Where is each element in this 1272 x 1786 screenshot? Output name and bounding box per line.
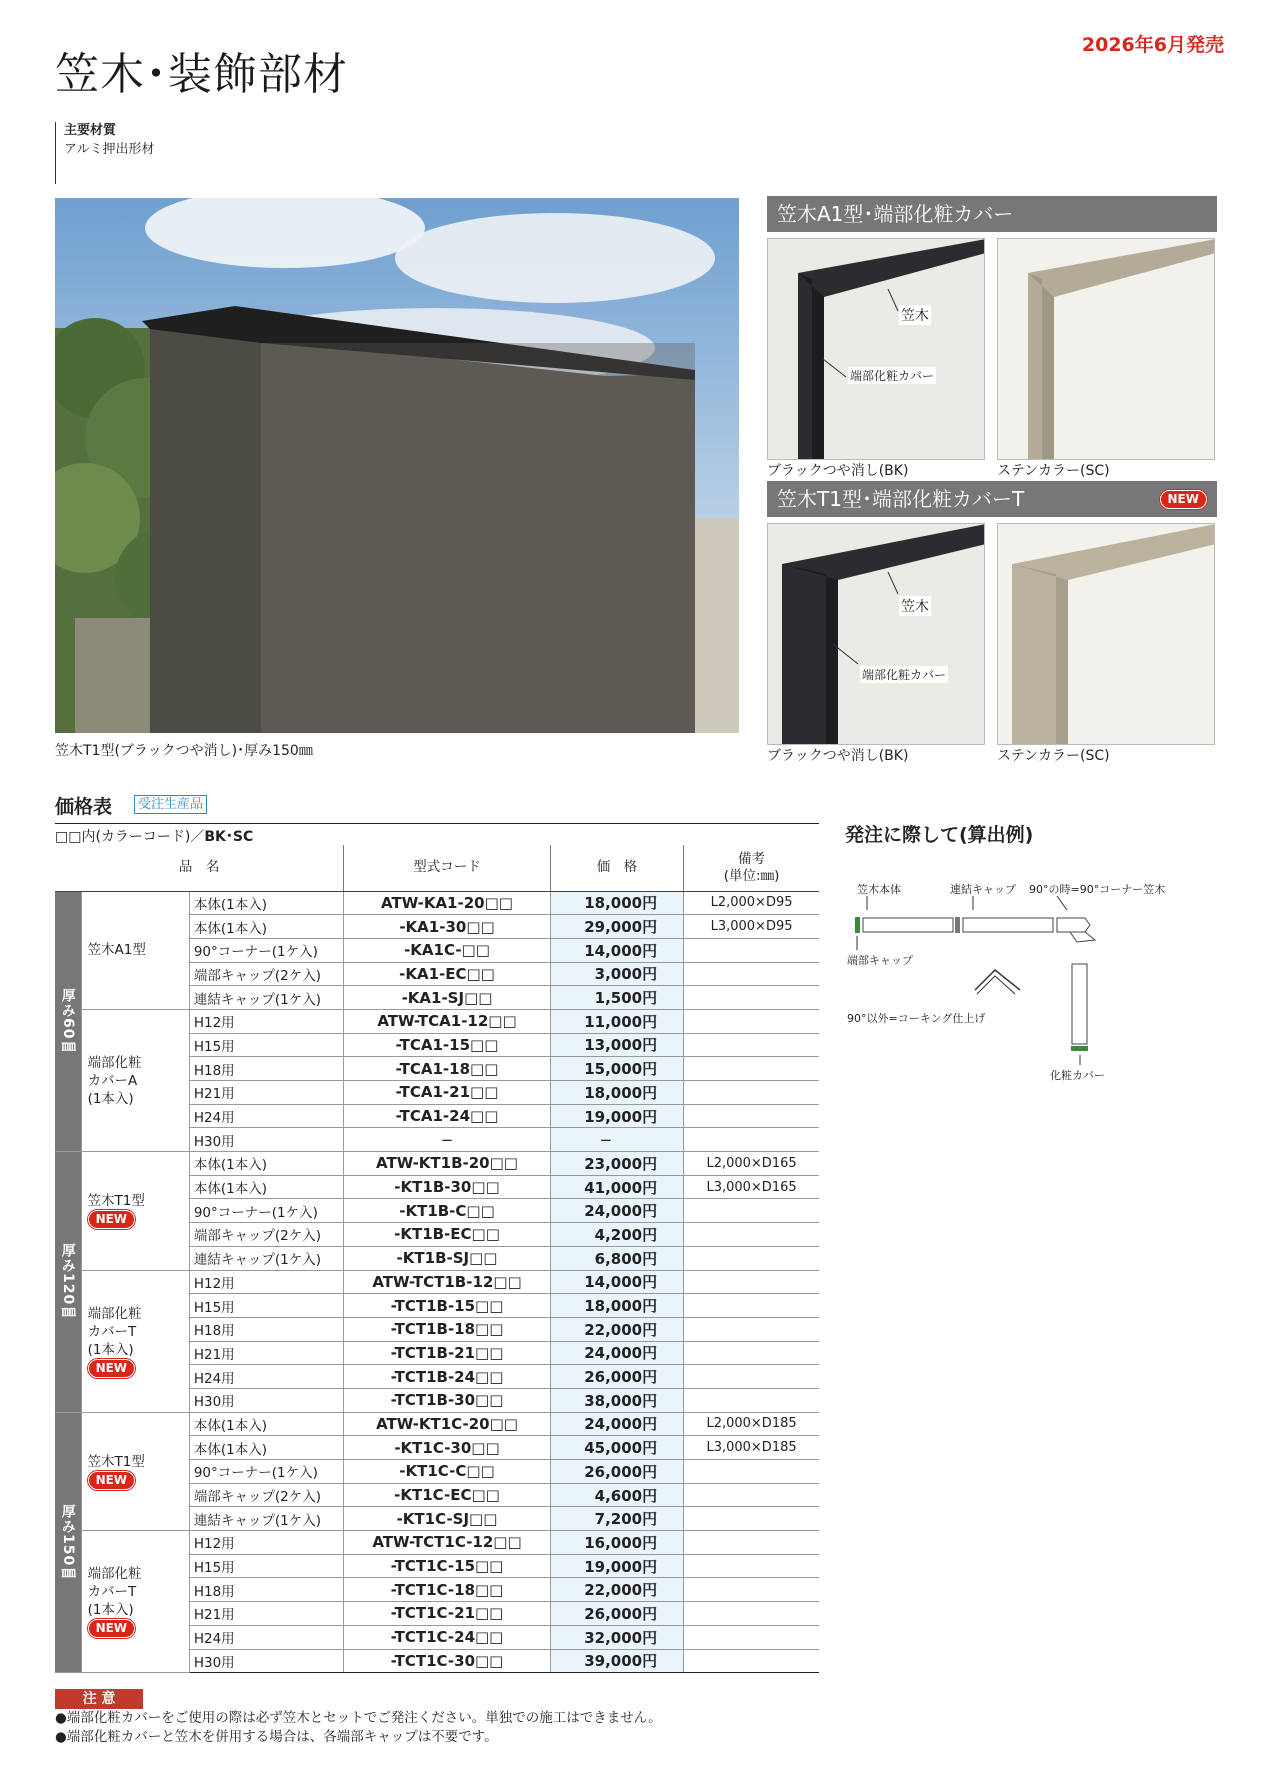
- product-group-name: 端部化粧 カバーA (1本入): [87, 1054, 142, 1107]
- table-row: [55, 1531, 819, 1555]
- table-row: [55, 1270, 819, 1294]
- model-code: -TCA1-21□□: [344, 1081, 551, 1105]
- note-line: ●端部化粧カバーをご使用の際は必ず笠木とセットでご発注ください。単独での施工はできません。: [55, 1710, 662, 1726]
- product-group: [81, 1270, 189, 1412]
- note-value: [684, 986, 819, 1010]
- note-value: L2,000×D185: [684, 1412, 819, 1436]
- notes-label: 注 意: [55, 1689, 143, 1709]
- note-value: [684, 1531, 819, 1555]
- note-value: [684, 1388, 819, 1412]
- item-name: 90°コーナー(1ケ入): [189, 1460, 343, 1484]
- section-t1-title: [767, 481, 1217, 517]
- model-code: -KT1B-C□□: [344, 1199, 551, 1223]
- model-code: ATW-KT1B-20□□: [344, 1152, 551, 1176]
- swatch-a1-black: [767, 238, 985, 460]
- note-value: [684, 1341, 819, 1365]
- price-value: 7,200円: [550, 1507, 683, 1531]
- model-code: ATW-TCT1B-12□□: [344, 1270, 551, 1294]
- swatch-a1-black-image: [768, 239, 985, 460]
- price-value: 22,000円: [550, 1317, 683, 1341]
- price-value: 22,000円: [550, 1578, 683, 1602]
- item-name: 本体(1本入): [189, 891, 343, 915]
- price-value: 19,000円: [550, 1104, 683, 1128]
- table-row: [55, 1009, 819, 1033]
- table-row: [55, 1152, 819, 1176]
- item-name: 連結キャップ(1ケ入): [189, 1246, 343, 1270]
- note-value: [684, 1199, 819, 1223]
- product-group: [81, 1412, 189, 1530]
- model-code: -TCT1B-21□□: [344, 1341, 551, 1365]
- new-badge: NEW: [88, 1471, 135, 1490]
- note-value: [684, 1104, 819, 1128]
- model-code: -KA1-SJ□□: [344, 986, 551, 1010]
- new-badge: NEW: [88, 1359, 135, 1378]
- label-cover-t: 端部化粧カバー: [862, 668, 947, 682]
- item-name: H12用: [189, 1009, 343, 1033]
- item-name: H15用: [189, 1294, 343, 1318]
- item-name: H15用: [189, 1554, 343, 1578]
- model-code: -KT1C-EC□□: [344, 1483, 551, 1507]
- caption-a1-stainless: ステンカラー(SC): [997, 463, 1110, 479]
- model-code: -KA1-EC□□: [344, 962, 551, 986]
- model-code: -KT1C-30□□: [344, 1436, 551, 1460]
- note-line: ●端部化粧カバーと笠木を併用する場合は、各端部キャップは不要です。: [55, 1729, 498, 1745]
- model-code: -KT1B-EC□□: [344, 1223, 551, 1247]
- table-row: [55, 1412, 819, 1436]
- model-code: −: [344, 1128, 551, 1152]
- model-code: -TCT1B-30□□: [344, 1388, 551, 1412]
- label-kasagi-t: 笠木: [899, 596, 931, 616]
- price-value: 24,000円: [550, 1412, 683, 1436]
- price-value: 15,000円: [550, 1057, 683, 1081]
- note-value: [684, 1294, 819, 1318]
- model-code: ATW-KT1C-20□□: [344, 1412, 551, 1436]
- model-code: -TCT1C-24□□: [344, 1625, 551, 1649]
- table-row: [55, 891, 819, 915]
- note-value: L3,000×D95: [684, 915, 819, 939]
- note-value: L3,000×D185: [684, 1436, 819, 1460]
- swatch-t1-black-image: [768, 524, 985, 745]
- price-table: [55, 845, 819, 1673]
- color-code-value: BK･SC: [204, 829, 254, 845]
- note-value: [684, 1081, 819, 1105]
- price-value: 18,000円: [550, 891, 683, 915]
- thickness-cell: [55, 1152, 81, 1413]
- model-code: ATW-KA1-20□□: [344, 891, 551, 915]
- item-name: H24用: [189, 1104, 343, 1128]
- note-value: [684, 1317, 819, 1341]
- swatch-t1-black: [767, 523, 985, 745]
- model-code: -TCA1-15□□: [344, 1033, 551, 1057]
- product-group-name: 笠木T1型: [87, 1453, 145, 1470]
- color-code-line: [55, 823, 819, 846]
- model-code: -KT1B-30□□: [344, 1175, 551, 1199]
- note-value: L3,000×D165: [684, 1175, 819, 1199]
- model-code: -TCT1C-21□□: [344, 1602, 551, 1626]
- price-heading: 価格表: [55, 796, 113, 818]
- made-to-order-tag: 受注生産品: [134, 795, 207, 814]
- product-group-name: 端部化粧 カバーT (1本入): [87, 1305, 142, 1358]
- note-value: [684, 1223, 819, 1247]
- model-code: -KT1C-SJ□□: [344, 1507, 551, 1531]
- item-name: H21用: [189, 1081, 343, 1105]
- model-code: -KT1C-C□□: [344, 1460, 551, 1484]
- item-name: H12用: [189, 1531, 343, 1555]
- item-name: 連結キャップ(1ケ入): [189, 1507, 343, 1531]
- note-value: [684, 1057, 819, 1081]
- price-value: 45,000円: [550, 1436, 683, 1460]
- model-code: -TCT1C-15□□: [344, 1554, 551, 1578]
- item-name: 90°コーナー(1ケ入): [189, 938, 343, 962]
- model-code: ATW-TCA1-12□□: [344, 1009, 551, 1033]
- caption-a1-black: ブラックつや消し(BK): [767, 463, 909, 479]
- model-code: -TCT1C-18□□: [344, 1578, 551, 1602]
- price-value: 13,000円: [550, 1033, 683, 1057]
- item-name: H21用: [189, 1602, 343, 1626]
- item-name: H24用: [189, 1625, 343, 1649]
- swatch-a1-stainless: [997, 238, 1215, 460]
- material-label: 主要材質: [64, 123, 117, 138]
- label-endcap: 端部キャップ: [847, 954, 913, 967]
- price-value: 32,000円: [550, 1625, 683, 1649]
- price-value: 6,800円: [550, 1246, 683, 1270]
- new-badge: NEW: [88, 1619, 135, 1638]
- item-name: 端部キャップ(2ケ入): [189, 1223, 343, 1247]
- note-value: [684, 1270, 819, 1294]
- item-name: H30用: [189, 1388, 343, 1412]
- release-date: 2026年6月発売: [1081, 34, 1224, 56]
- label-cover: 化粧カバー: [1050, 1069, 1105, 1082]
- product-group-name: 笠木T1型: [87, 1193, 145, 1210]
- wall-illustration: [55, 198, 739, 733]
- note-value: [684, 1246, 819, 1270]
- price-value: 19,000円: [550, 1554, 683, 1578]
- note-value: [684, 962, 819, 986]
- item-name: H30用: [189, 1128, 343, 1152]
- caption-t1-stainless: ステンカラー(SC): [997, 748, 1110, 764]
- notes: [55, 1689, 662, 1747]
- item-name: H18用: [189, 1578, 343, 1602]
- order-diagram-drawing: [845, 880, 1175, 1080]
- model-code: -TCA1-18□□: [344, 1057, 551, 1081]
- price-value: 16,000円: [550, 1531, 683, 1555]
- item-name: 端部キャップ(2ケ入): [189, 1483, 343, 1507]
- new-badge: NEW: [1160, 490, 1207, 509]
- price-value: 23,000円: [550, 1152, 683, 1176]
- thickness-cell: [55, 891, 81, 1152]
- product-group-name: 笠木A1型: [87, 942, 146, 959]
- product-group: [81, 1009, 189, 1151]
- section-t1-title-text: 笠木T1型･端部化粧カバーT: [777, 487, 1025, 511]
- note-value: [684, 1578, 819, 1602]
- item-name: H18用: [189, 1317, 343, 1341]
- model-code: -TCT1B-18□□: [344, 1317, 551, 1341]
- price-value: 24,000円: [550, 1199, 683, 1223]
- col-code: 型式コード: [344, 845, 551, 891]
- price-value: 14,000円: [550, 1270, 683, 1294]
- product-photo: [55, 198, 739, 733]
- price-value: 24,000円: [550, 1341, 683, 1365]
- note-value: [684, 1460, 819, 1484]
- price-value: 14,000円: [550, 938, 683, 962]
- note-value: [684, 1625, 819, 1649]
- label-caulk: 90°以外=コーキング仕上げ: [847, 1012, 986, 1025]
- col-price: 価 格: [550, 845, 683, 891]
- model-code: -TCT1B-15□□: [344, 1294, 551, 1318]
- note-value: [684, 1554, 819, 1578]
- model-code: -KA1C-□□: [344, 938, 551, 962]
- price-value: 4,200円: [550, 1223, 683, 1247]
- model-code: ATW-TCT1C-12□□: [344, 1531, 551, 1555]
- item-name: H12用: [189, 1270, 343, 1294]
- product-group: [81, 1152, 189, 1270]
- price-value: 1,500円: [550, 986, 683, 1010]
- model-code: -KT1B-SJ□□: [344, 1246, 551, 1270]
- note-value: L2,000×D165: [684, 1152, 819, 1176]
- item-name: H21用: [189, 1341, 343, 1365]
- price-value: 38,000円: [550, 1388, 683, 1412]
- new-badge: NEW: [88, 1210, 135, 1229]
- product-group: [81, 1531, 189, 1673]
- material-info: [55, 122, 154, 184]
- item-name: 端部キャップ(2ケ入): [189, 962, 343, 986]
- table-header-row: [55, 845, 819, 891]
- material-value: アルミ押出形材: [64, 142, 155, 157]
- item-name: H18用: [189, 1057, 343, 1081]
- note-value: [684, 1483, 819, 1507]
- price-value: 39,000円: [550, 1649, 683, 1673]
- order-diagram: [845, 880, 1175, 1080]
- price-value: 11,000円: [550, 1009, 683, 1033]
- price-value: 29,000円: [550, 915, 683, 939]
- item-name: 90°コーナー(1ケ入): [189, 1199, 343, 1223]
- label-cover: 端部化粧カバー: [850, 369, 935, 383]
- label-corner: 90°の時=90°コーナー笠木: [1029, 883, 1166, 896]
- note-value: [684, 1365, 819, 1389]
- price-value: 26,000円: [550, 1365, 683, 1389]
- color-code-prefix: □□内(カラーコード)／: [55, 829, 205, 845]
- thickness-label: 厚み120㎜: [59, 1243, 76, 1321]
- swatch-a1-stainless-image: [998, 239, 1215, 460]
- thickness-cell: [55, 1412, 81, 1673]
- note-value: [684, 1649, 819, 1673]
- label-body: 笠木本体: [857, 883, 901, 896]
- order-heading: 発注に際して(算出例): [845, 824, 1034, 846]
- price-value: 18,000円: [550, 1294, 683, 1318]
- item-name: 本体(1本入): [189, 1175, 343, 1199]
- price-value: 41,000円: [550, 1175, 683, 1199]
- caption-t1-black: ブラックつや消し(BK): [767, 748, 909, 764]
- item-name: 本体(1本入): [189, 915, 343, 939]
- model-code: -TCT1C-30□□: [344, 1649, 551, 1673]
- note-value: [684, 1128, 819, 1152]
- note-value: [684, 1033, 819, 1057]
- label-joint: 連結キャップ: [950, 883, 1016, 896]
- price-value: −: [550, 1128, 683, 1152]
- model-code: -TCA1-24□□: [344, 1104, 551, 1128]
- item-name: 本体(1本入): [189, 1412, 343, 1436]
- photo-caption: 笠木T1型(ブラックつや消し)･厚み150㎜: [55, 743, 313, 759]
- price-value: 3,000円: [550, 962, 683, 986]
- swatch-t1-stainless: [997, 523, 1215, 745]
- item-name: 本体(1本入): [189, 1436, 343, 1460]
- model-code: -KA1-30□□: [344, 915, 551, 939]
- price-value: 4,600円: [550, 1483, 683, 1507]
- item-name: H15用: [189, 1033, 343, 1057]
- item-name: H30用: [189, 1649, 343, 1673]
- price-value: 26,000円: [550, 1460, 683, 1484]
- col-name: 品 名: [55, 845, 344, 891]
- item-name: 本体(1本入): [189, 1152, 343, 1176]
- note-value: [684, 938, 819, 962]
- label-kasagi: 笠木: [899, 305, 931, 325]
- item-name: 連結キャップ(1ケ入): [189, 986, 343, 1010]
- note-value: [684, 1507, 819, 1531]
- price-value: 26,000円: [550, 1602, 683, 1626]
- price-value: 18,000円: [550, 1081, 683, 1105]
- col-note: 備考 (単位:㎜): [684, 845, 819, 891]
- page-title: 笠木･装飾部材: [55, 49, 348, 100]
- product-group: [81, 891, 189, 1009]
- thickness-label: 厚み60㎜: [59, 988, 76, 1055]
- note-value: [684, 1602, 819, 1626]
- note-value: L2,000×D95: [684, 891, 819, 915]
- swatch-t1-stainless-image: [998, 524, 1215, 745]
- note-value: [684, 1009, 819, 1033]
- item-name: H24用: [189, 1365, 343, 1389]
- thickness-label: 厚み150㎜: [59, 1503, 76, 1582]
- product-group-name: 端部化粧 カバーT (1本入): [87, 1566, 142, 1619]
- section-a1-title: 笠木A1型･端部化粧カバー: [767, 196, 1217, 232]
- model-code: -TCT1B-24□□: [344, 1365, 551, 1389]
